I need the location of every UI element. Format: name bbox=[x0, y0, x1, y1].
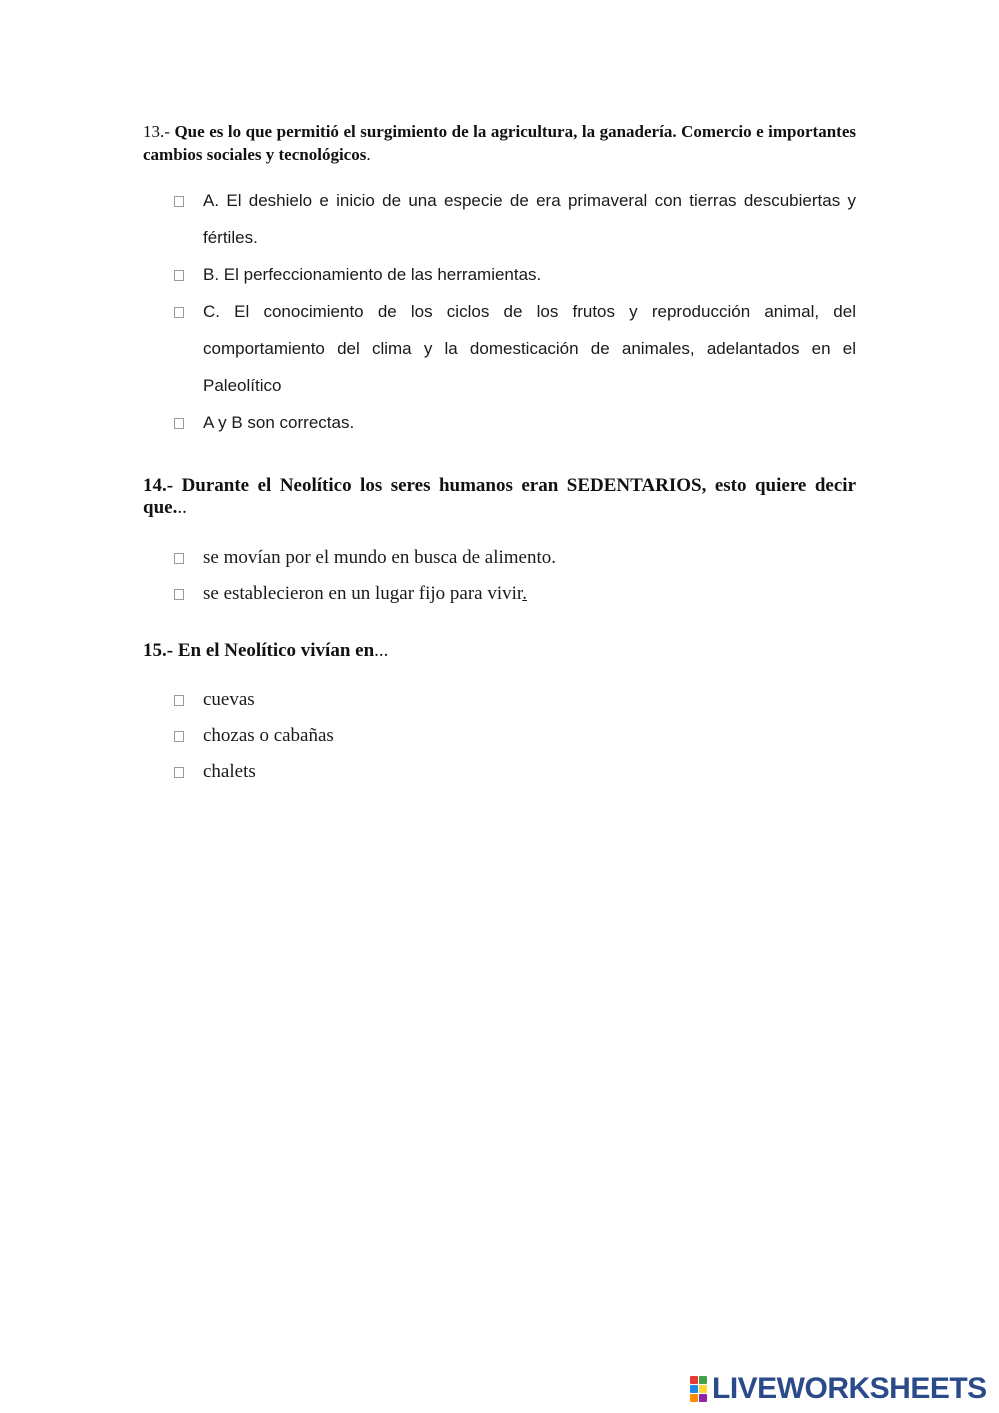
question-15-title: 15.- En el Neolítico vivían en... bbox=[143, 640, 389, 661]
brand-text: LIVEWORKSHEETS bbox=[712, 1372, 987, 1405]
option-15-1[interactable] bbox=[143, 682, 856, 718]
option-label: chozas o cabañas bbox=[203, 725, 334, 746]
option-15-3[interactable] bbox=[143, 754, 856, 790]
option-13-b[interactable] bbox=[143, 256, 856, 293]
checkbox-icon[interactable] bbox=[174, 695, 184, 706]
question-13 bbox=[143, 120, 856, 166]
option-14-1[interactable] bbox=[143, 540, 856, 576]
option-label: A y B son correctas. bbox=[203, 413, 355, 432]
checkbox-icon[interactable] bbox=[174, 270, 184, 281]
option-13-d[interactable] bbox=[143, 404, 856, 441]
option-label: cuevas bbox=[203, 689, 255, 710]
checkbox-icon[interactable] bbox=[174, 418, 184, 429]
checkbox-icon[interactable] bbox=[174, 196, 184, 207]
question-13-title: 13.- Que es lo que permitió el surgimiento de la agricultura, la ganadería. Comercio e importantes cambios sociales y tecnológicos. bbox=[143, 122, 856, 164]
option-label: se movían por el mundo en busca de alimento. bbox=[203, 547, 556, 568]
option-15-2[interactable] bbox=[143, 718, 856, 754]
question-15 bbox=[143, 640, 856, 662]
question-13-options bbox=[143, 182, 856, 441]
checkbox-icon[interactable] bbox=[174, 307, 184, 318]
question-13-text: Que es lo que permitió el surgimiento de la agricultura, la ganadería. Comercio e importantes cambios sociales y tecnológicos bbox=[143, 122, 856, 164]
option-13-a[interactable] bbox=[143, 182, 856, 256]
blocks-icon bbox=[690, 1376, 708, 1402]
option-label: se establecieron en un lugar fijo para vivir bbox=[203, 583, 523, 604]
option-label: A. El deshielo e inicio de una especie de era primaveral con tierras descubiertas y fértiles. bbox=[203, 191, 856, 247]
question-13-number: 13.- bbox=[143, 122, 170, 141]
checkbox-icon[interactable] bbox=[174, 589, 184, 600]
option-label: chalets bbox=[203, 761, 256, 782]
option-label: C. El conocimiento de los ciclos de los frutos y reproducción animal, del comportamiento del clima y la domesticación de animales, adelantados en el Paleolítico bbox=[203, 302, 856, 395]
option-13-c[interactable] bbox=[143, 293, 856, 404]
question-14 bbox=[143, 475, 856, 519]
checkbox-icon[interactable] bbox=[174, 731, 184, 742]
checkbox-icon[interactable] bbox=[174, 553, 184, 564]
option-label: B. El perfeccionamiento de las herramientas. bbox=[203, 265, 542, 284]
checkbox-icon[interactable] bbox=[174, 767, 184, 778]
question-14-title: 14.- Durante el Neolítico los seres humanos eran SEDENTARIOS, esto quiere decir que... bbox=[143, 475, 856, 518]
question-14-options bbox=[143, 540, 856, 612]
liveworksheets-logo bbox=[690, 1372, 987, 1406]
question-15-options bbox=[143, 682, 856, 790]
option-14-2[interactable]: se establecieron en un lugar fijo para vivir. bbox=[143, 576, 856, 612]
